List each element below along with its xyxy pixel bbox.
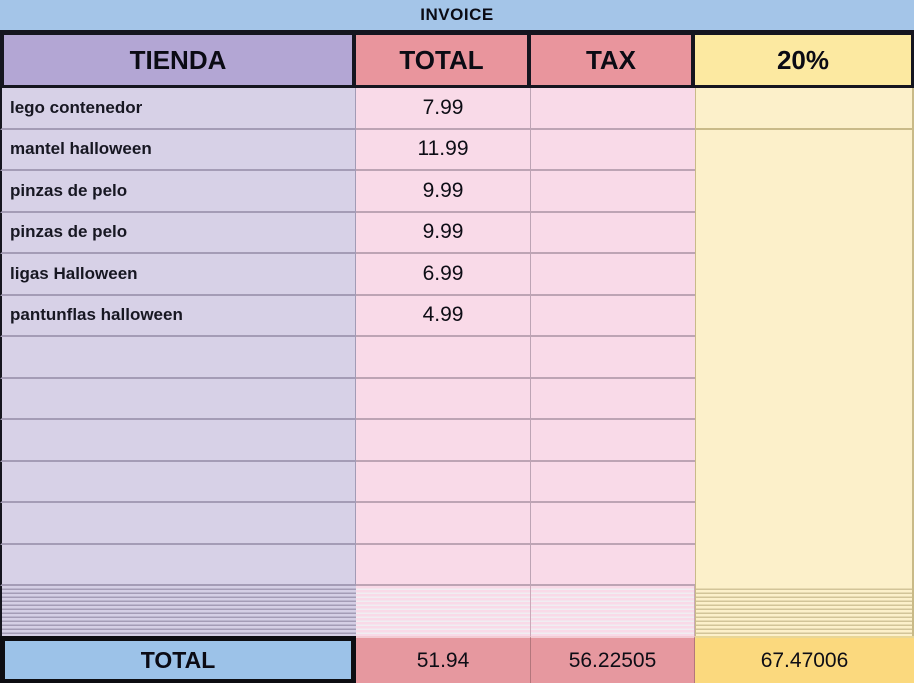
item-name-cell[interactable]: mantel halloween <box>0 130 356 172</box>
item-name-cell[interactable]: pinzas de pelo <box>0 213 356 255</box>
pct-merged-cell[interactable] <box>695 130 914 587</box>
compressed-rows-tienda <box>0 586 356 636</box>
empty-tax-cell[interactable] <box>531 337 695 379</box>
empty-tax-cell[interactable] <box>531 462 695 504</box>
table-body <box>0 88 914 586</box>
item-tax-cell[interactable] <box>531 130 695 172</box>
empty-name-cell[interactable] <box>0 420 356 462</box>
item-name-cell[interactable]: ligas Halloween <box>0 254 356 296</box>
header-cell-tienda[interactable]: TIENDA <box>0 35 356 85</box>
empty-name-cell[interactable] <box>0 545 356 587</box>
empty-tax-cell[interactable] <box>531 545 695 587</box>
pct-first-cell[interactable] <box>695 88 914 130</box>
header-cell-total[interactable]: TOTAL <box>356 35 531 85</box>
compressed-rows-total <box>356 586 531 636</box>
item-tax-cell[interactable] <box>531 296 695 338</box>
compressed-rows-band <box>0 586 914 636</box>
footer-total-label[interactable]: TOTAL <box>0 636 356 683</box>
item-name-cell[interactable]: pantunflas halloween <box>0 296 356 338</box>
footer-tax-value[interactable]: 56.22505 <box>531 636 695 683</box>
footer-row <box>0 636 914 683</box>
footer-total-value[interactable]: 51.94 <box>356 636 531 683</box>
compressed-rows-pct <box>695 586 914 636</box>
empty-tax-cell[interactable] <box>531 420 695 462</box>
empty-name-cell[interactable] <box>0 503 356 545</box>
item-total-cell[interactable]: 11.99 <box>356 130 531 172</box>
empty-tax-cell[interactable] <box>531 503 695 545</box>
empty-name-cell[interactable] <box>0 462 356 504</box>
item-tax-cell[interactable] <box>531 254 695 296</box>
empty-tax-cell[interactable] <box>531 379 695 421</box>
item-total-cell[interactable]: 7.99 <box>356 88 531 130</box>
empty-total-cell[interactable] <box>356 337 531 379</box>
title-band <box>0 0 914 30</box>
empty-name-cell[interactable] <box>0 379 356 421</box>
empty-total-cell[interactable] <box>356 420 531 462</box>
invoice-title: INVOICE <box>420 5 494 24</box>
item-total-cell[interactable]: 9.99 <box>356 213 531 255</box>
empty-total-cell[interactable] <box>356 462 531 504</box>
footer-pct-value[interactable]: 67.47006 <box>695 636 914 683</box>
item-tax-cell[interactable] <box>531 213 695 255</box>
empty-name-cell[interactable] <box>0 337 356 379</box>
empty-total-cell[interactable] <box>356 545 531 587</box>
item-tax-cell[interactable] <box>531 171 695 213</box>
header-row <box>0 30 914 88</box>
empty-total-cell[interactable] <box>356 503 531 545</box>
item-name-cell[interactable]: lego contenedor <box>0 88 356 130</box>
compressed-rows-tax <box>531 586 695 636</box>
item-name-cell[interactable]: pinzas de pelo <box>0 171 356 213</box>
header-cell-pct[interactable]: 20% <box>695 35 914 85</box>
item-total-cell[interactable]: 4.99 <box>356 296 531 338</box>
header-cell-tax[interactable]: TAX <box>531 35 695 85</box>
empty-total-cell[interactable] <box>356 379 531 421</box>
item-total-cell[interactable]: 6.99 <box>356 254 531 296</box>
item-tax-cell[interactable] <box>531 88 695 130</box>
item-total-cell[interactable]: 9.99 <box>356 171 531 213</box>
